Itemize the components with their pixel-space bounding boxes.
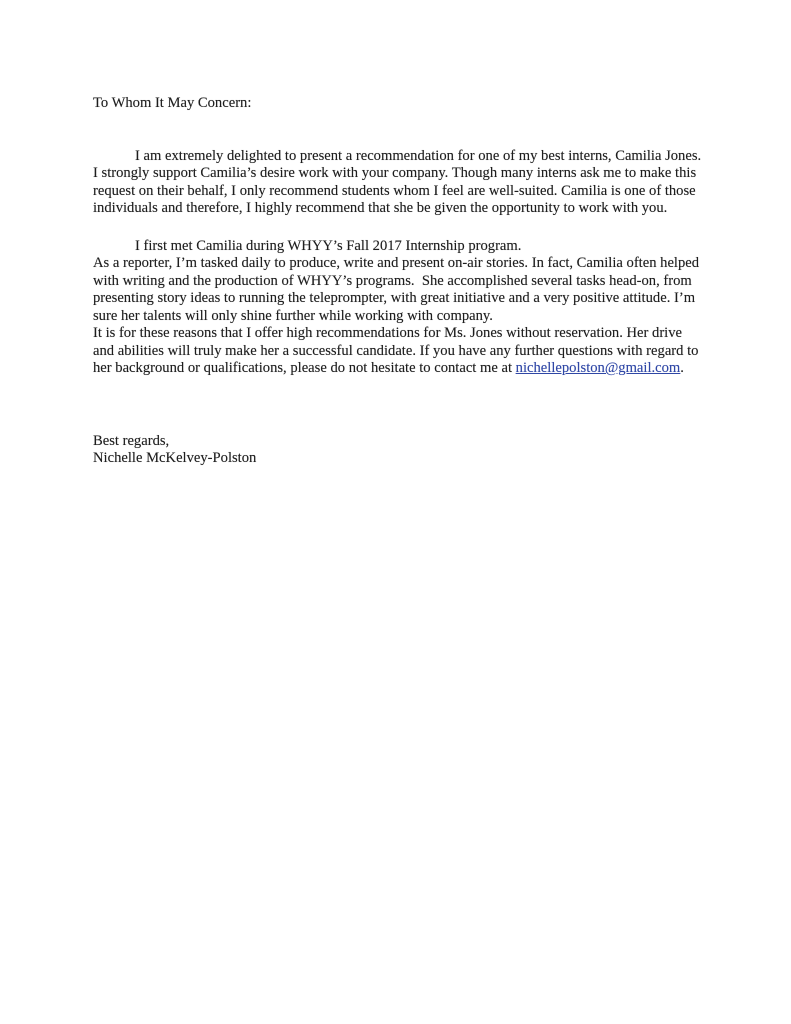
email-link[interactable]: nichellepolston@gmail.com xyxy=(515,360,681,376)
recommendation-text: It is for these reasons that I offer high recommendations for Ms. Jones without reservation. Her drive and abilities will truly make her a successful candidate. If you have any further questions with regard to her background or qualifications, please do not hesitate to contact me at xyxy=(93,325,703,376)
paragraph-internship-intro: I first met Camilia during WHYY’s Fall 2017 Internship program. xyxy=(135,237,522,254)
closing: Best regards, xyxy=(93,432,170,449)
signature-name: Nichelle McKelvey-Polston xyxy=(93,450,257,466)
paragraph-internship-body: As a reporter, I’m tasked daily to produce, write and present on-air stories. In fact, Camilia often helped with writing and the production of WHYY’s programs. She accomplished several tasks head-on, from presenting story ideas to running the teleprompter, with great initiative and a very positive attitude. I’m sure her talents will only shine further while working with company. xyxy=(93,255,703,324)
letter-page xyxy=(93,95,703,468)
paragraph-recommendation xyxy=(93,325,703,378)
sentence-period: . xyxy=(680,360,684,376)
paragraph-introduction: I am extremely delighted to present a recommendation for one of my best interns, Camilia Jones. I strongly support Camilia’s desire work with your company. Though many interns ask me to make this request on their behalf, I only recommend students whom I feel are well-suited. Camilia is one of those individuals and therefore, I highly recommend that she be given the opportunity to work with you. xyxy=(93,147,705,216)
salutation: To Whom It May Concern: xyxy=(93,95,252,111)
